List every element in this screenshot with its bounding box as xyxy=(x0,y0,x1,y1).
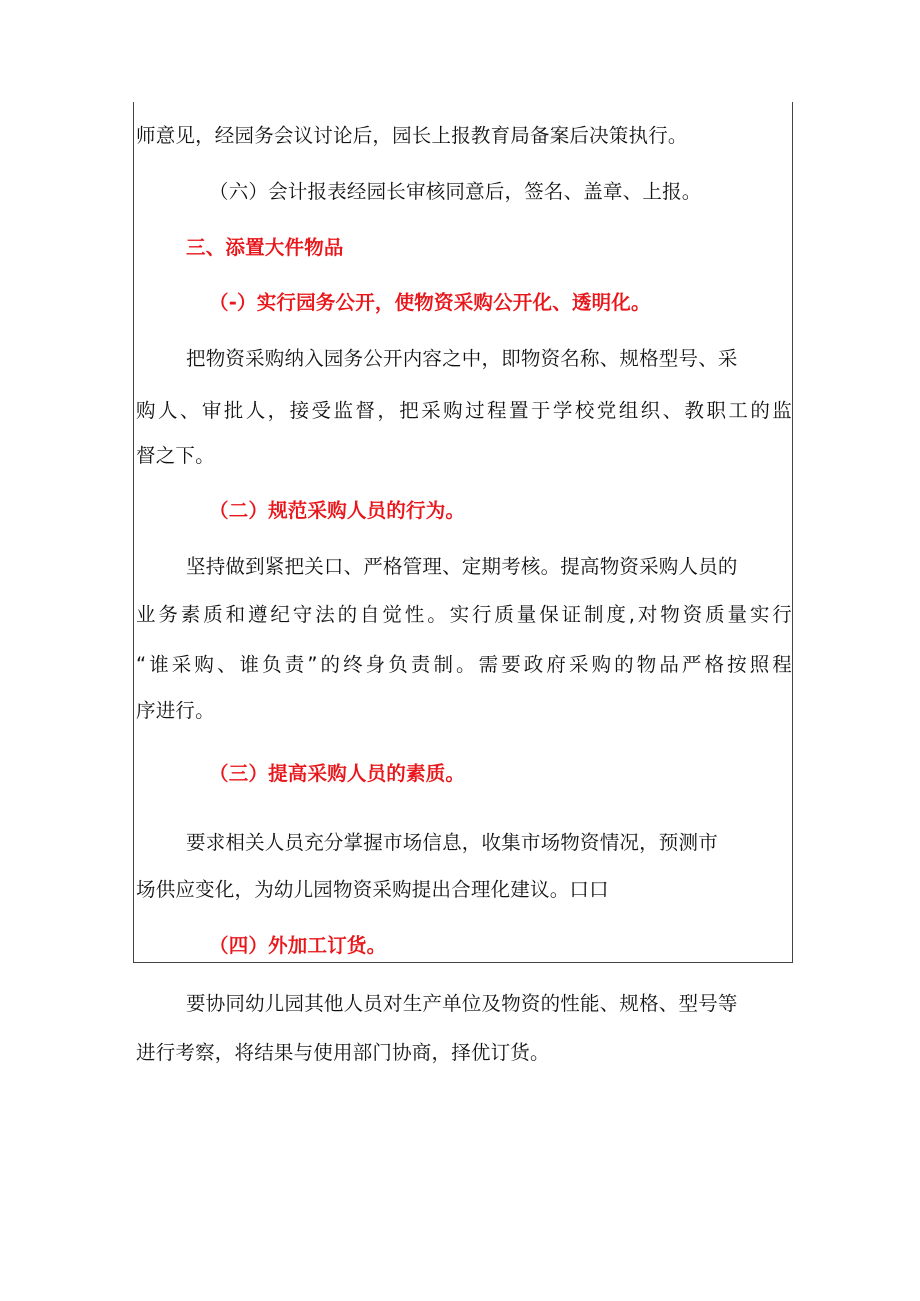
subsection-heading: （二）规范采购人员的行为。 xyxy=(209,499,466,522)
paragraph-line: 场供应变化，为幼儿园物资采购提出合理化建议。口口 xyxy=(136,878,609,901)
text-line: 师意见，经园务会议讨论后，园长上报教育局备案后决策执行。 xyxy=(136,124,688,147)
section-heading: 三、添置大件物品 xyxy=(186,236,344,259)
subsection-heading: （四）外加工订货。 xyxy=(209,934,387,957)
paragraph-line: 坚持做到紧把关口、严格管理、定期考核。提高物资采购人员的 xyxy=(186,555,738,578)
paragraph-line: 购人、审批人，接受监督，把采购过程置于学校党组织、教职工的监 xyxy=(136,399,792,422)
paragraph-line: 进行考察，将结果与使用部门协商，择优订货。 xyxy=(136,1041,550,1064)
paragraph-line: 要求相关人员充分掌握市场信息，收集市场物资情况，预测市 xyxy=(186,831,718,854)
subsection-heading: （三）提高采购人员的素质。 xyxy=(209,762,466,785)
subsection-heading: （-）实行园务公开，使物资采购公开化、透明化。 xyxy=(209,291,651,314)
paragraph-line: 督之下。 xyxy=(136,444,215,467)
paragraph-line: “谁采购、谁负责”的终身负责制。需要政府采购的物品严格按照程 xyxy=(136,653,792,676)
paragraph-line: 把物资采购纳入园务公开内容之中，即物资名称、规格型号、采 xyxy=(186,347,738,370)
paragraph-line: 业务素质和遵纪守法的自觉性。实行质量保证制度,对物资质量实行 xyxy=(136,603,792,626)
paragraph-line: 要协同幼儿园其他人员对生产单位及物资的性能、规格、型号等 xyxy=(186,992,738,1015)
paragraph-line: 序进行。 xyxy=(136,699,215,722)
text-line: （六）会计报表经园长审核同意后，签名、盖章、上报。 xyxy=(209,180,702,203)
